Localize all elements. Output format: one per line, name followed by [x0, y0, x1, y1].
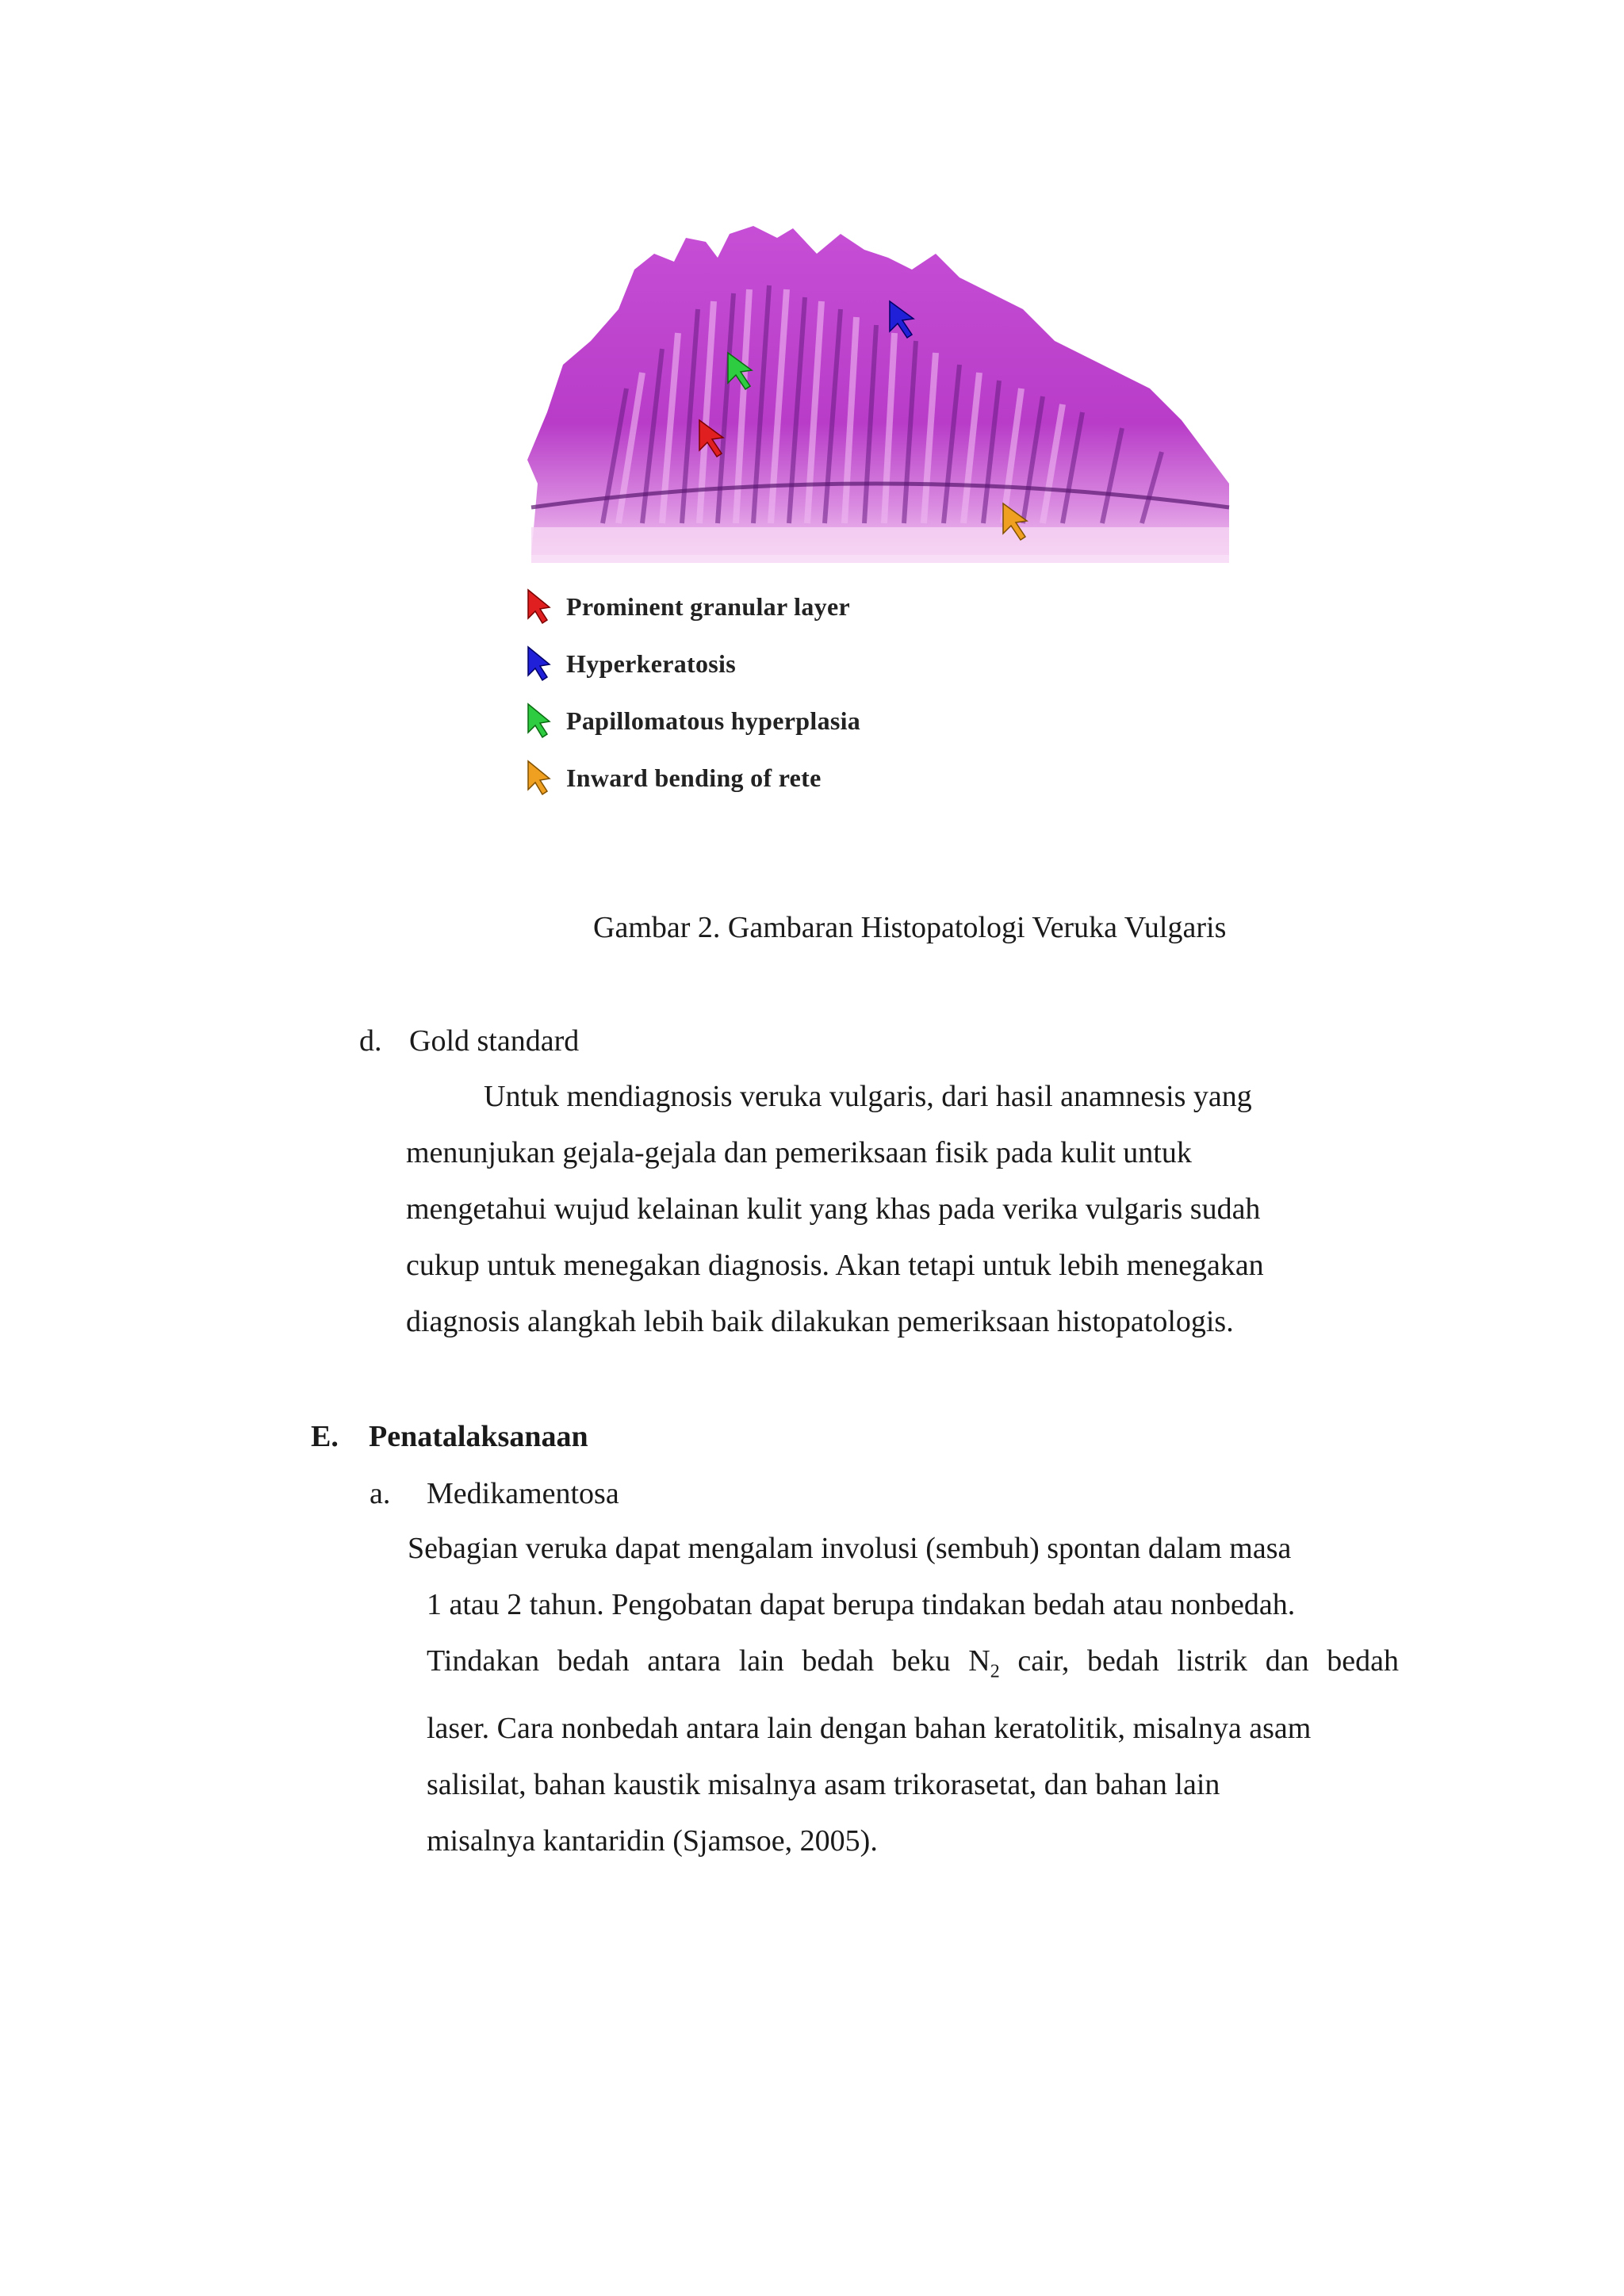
- section-e-paragraph: [427, 1577, 1399, 1869]
- legend-label: Prominent granular layer: [566, 591, 850, 621]
- legend-item-hyperkeratosis: [525, 644, 736, 683]
- section-d-marker: d.: [359, 1024, 382, 1058]
- red-arrow-icon: [525, 588, 552, 625]
- paragraph-line: salisilat, bahan kaustik misalnya asam trikorasetat, dan bahan lain: [427, 1767, 1220, 1801]
- section-e-marker: E.: [311, 1420, 339, 1453]
- green-arrow-icon: [525, 702, 552, 739]
- blue-arrow-icon: [525, 645, 552, 682]
- paragraph-line: [427, 1633, 1399, 1701]
- line-text: Tindakan bedah antara lain bedah beku N: [427, 1644, 990, 1678]
- section-d-paragraph: [406, 1069, 1399, 1350]
- section-d-title: Gold standard: [409, 1024, 580, 1058]
- histopathology-image: [515, 222, 1237, 563]
- legend-label: Papillomatous hyperplasia: [566, 706, 861, 735]
- legend-item-inward-bending-of-rete: [525, 758, 822, 798]
- legend-label: Inward bending of rete: [566, 763, 822, 792]
- orange-arrow-icon: [525, 760, 552, 796]
- paragraph-line: cukup untuk menegakan diagnosis. Akan tetapi untuk lebih menegakan: [406, 1249, 1264, 1282]
- legend-label: Hyperkeratosis: [566, 649, 736, 678]
- section-e-heading: Penatalaksanaan: [369, 1420, 588, 1453]
- subscript-2: 2: [990, 1661, 1000, 1682]
- paragraph-line: laser. Cara nonbedah antara lain dengan bahan keratolitik, misalnya asam: [427, 1711, 1312, 1745]
- paragraph-line: misalnya kantaridin (Sjamsoe, 2005).: [427, 1823, 878, 1858]
- paragraph-line: 1 atau 2 tahun. Pengobatan dapat berupa tindakan bedah atau nonbedah.: [427, 1588, 1296, 1621]
- section-e-first-line: Sebagian veruka dapat mengalam involusi (sembuh) spontan dalam masa: [408, 1532, 1292, 1565]
- subsection-a-marker: a.: [370, 1477, 391, 1510]
- line-text: cair, bedah listrik dan bedah: [999, 1644, 1399, 1678]
- paragraph-line: diagnosis alangkah lebih baik dilakukan pemeriksaan histopatologis.: [406, 1305, 1234, 1338]
- paragraph-line: menunjukan gejala-gejala dan pemeriksaan fisik pada kulit untuk: [406, 1136, 1192, 1169]
- paragraph-line: mengetahui wujud kelainan kulit yang khas pada verika vulgaris sudah: [406, 1192, 1261, 1226]
- subsection-a-title: Medikamentosa: [427, 1477, 619, 1510]
- figure-caption: Gambar 2. Gambaran Histopatologi Veruka Vulgaris: [593, 911, 1227, 944]
- paragraph-line: Untuk mendiagnosis veruka vulgaris, dari hasil anamnesis yang: [484, 1080, 1252, 1113]
- legend-item-prominent-granular-layer: [525, 587, 850, 626]
- legend-item-papillomatous-hyperplasia: [525, 701, 860, 740]
